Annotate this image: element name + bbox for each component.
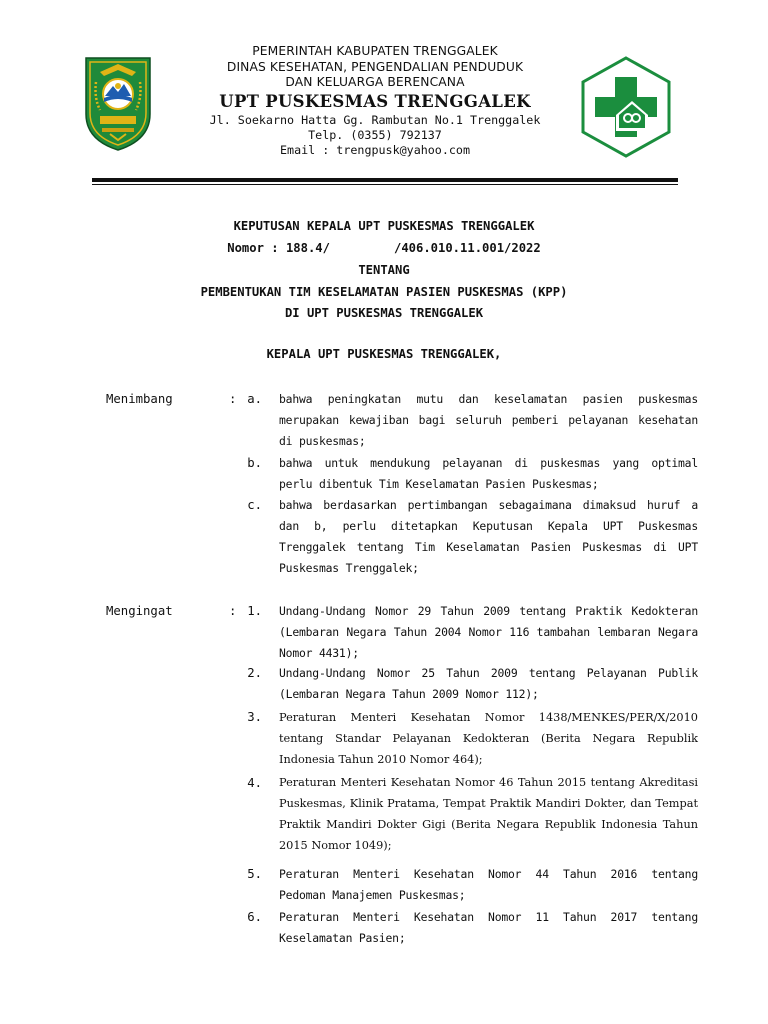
letterhead-line-department: DINAS KESEHATAN, PENGENDALIAN PENDUDUK (226, 59, 524, 74)
mengingat-colon: : (229, 604, 237, 618)
decree-title: KEPUTUSAN KEPALA UPT PUSKESMAS TRENGGALEK (233, 219, 535, 233)
letterhead-address: Jl. Soekarno Hatta Gg. Rambutan No.1 Trenggalek (209, 112, 541, 127)
letterhead-title: UPT PUSKESMAS TRENGGALEK (219, 91, 531, 111)
mengingat-marker-5: 5. (247, 867, 262, 881)
mengingat-label: Mengingat (106, 604, 173, 618)
mengingat-item-6: Peraturan Menteri Kesehatan Nomor 11 Tahun 2017 tentang Keselamatan Pasien; (279, 910, 698, 945)
mengingat-item-5: Peraturan Menteri Kesehatan Nomor 44 Tahun 2016 tentang Pedoman Manajemen Puskesmas; (279, 867, 698, 902)
letterhead-email: Email : trengpusk@yahoo.com (280, 142, 470, 157)
menimbang-colon: : (229, 392, 237, 406)
mengingat-item-2: Undang-Undang Nomor 25 Tahun 2009 tentang Pelayanan Publik (Lembaran Negara Tahun 2009 Nomor 112); (279, 666, 698, 701)
mengingat-marker-4: 4. (247, 776, 262, 790)
decree-subject: PEMBENTUKAN TIM KESELAMATAN PASIEN PUSKESMAS (KPP) (200, 285, 568, 299)
decree-number-prefix: Nomor : 188.4/ (227, 241, 330, 255)
menimbang-item-b: bahwa untuk mendukung pelayanan di puskesmas yang optimal perlu dibentuk Tim Keselamatan Pasien Puskesmas; (279, 456, 698, 491)
mengingat-item-1: Undang-Undang Nomor 29 Tahun 2009 tentang Praktik Kedokteran (Lembaran Negara Tahun 2004 Nomor 116 tambahan lembaran Negara Nomor 4431); (279, 604, 698, 660)
letterhead-divider-thick (92, 178, 678, 182)
mengingat-marker-3: 3. (247, 710, 262, 724)
regency-emblem-icon (80, 52, 156, 152)
mengingat-marker-2: 2. (247, 666, 262, 680)
menimbang-marker-c: c. (247, 498, 262, 512)
mengingat-marker-6: 6. (247, 910, 262, 924)
letterhead-line-department-cont: DAN KELUARGA BERENCANA (285, 75, 465, 89)
menimbang-marker-b: b. (247, 456, 262, 470)
mengingat-marker-1: 1. (247, 604, 262, 618)
menimbang-marker-a: a. (247, 392, 262, 406)
mengingat-item-3: Peraturan Menteri Kesehatan Nomor 1438/MENKES/PER/X/2010 tentang Standar Pelayanan Kedokteran (Berita Negara Republik Indonesia Tahun 2010 Nomor 464); (279, 711, 698, 766)
decree-number (90, 241, 678, 255)
menimbang-label: Menimbang (106, 392, 173, 406)
menimbang-item-c: bahwa berdasarkan pertimbangan sebagaimana dimaksud huruf a dan b, perlu ditetapkan Keputusan Kepala UPT Puskesmas Trenggalek tentang Tim Keselamatan Pasien Puskesmas di UPT Puskesmas Trenggalek; (279, 498, 698, 575)
letterhead-phone: Telp. (0355) 792137 (308, 127, 442, 142)
decree-location: DI UPT PUSKESMAS TRENGGALEK (284, 306, 484, 320)
mengingat-item-4: Peraturan Menteri Kesehatan Nomor 46 Tahun 2015 tentang Akreditasi Puskesmas, Klinik Pratama, Tempat Praktik Mandiri Dokter, dan Tempat Praktik Mandiri Dokter Gigi (Berita Negara Republik Indonesia Tahun 2015 Nomor 1049); (279, 776, 698, 852)
menimbang-item-a: bahwa peningkatan mutu dan keselamatan pasien puskesmas merupakan kewajiban bagi seluruh pemberi pelayanan kesehatan di puskesmas; (279, 392, 698, 448)
letterhead-line-government: PEMERINTAH KABUPATEN TRENGGALEK (252, 44, 498, 58)
letterhead-divider-thin (92, 184, 678, 185)
decree-number-suffix: /406.010.11.001/2022 (393, 241, 541, 255)
decree-authority: KEPALA UPT PUSKESMAS TRENGGALEK, (266, 347, 502, 361)
puskesmas-cross-logo-icon (574, 55, 678, 159)
decree-about: TENTANG (358, 263, 410, 277)
letterhead (170, 44, 580, 158)
